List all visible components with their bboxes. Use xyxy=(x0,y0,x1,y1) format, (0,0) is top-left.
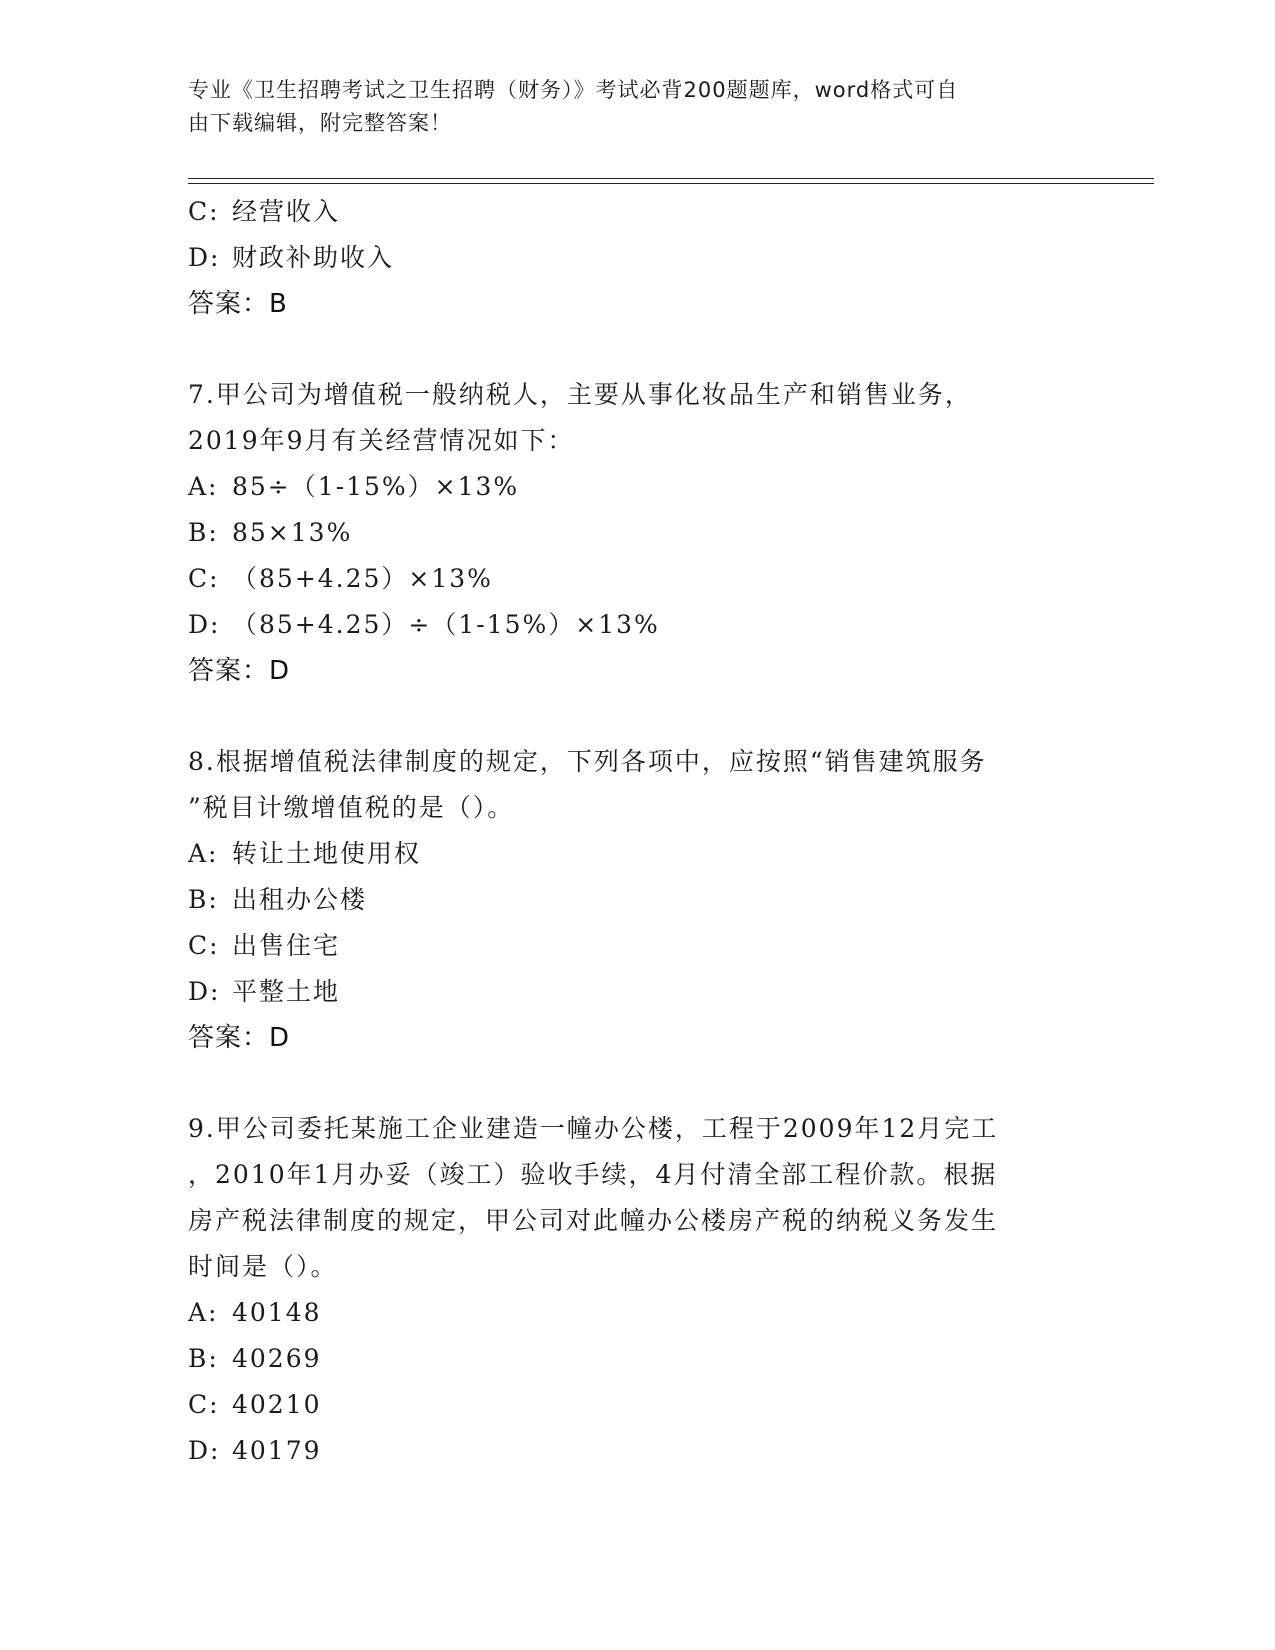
option-c xyxy=(188,1382,1068,1428)
option-d xyxy=(188,235,1068,281)
header-divider-bottom xyxy=(188,183,1154,184)
option-key: D: xyxy=(188,243,221,272)
option-text: 出售住宅 xyxy=(232,931,341,960)
option-b xyxy=(188,1336,1068,1382)
answer-line: 答案：D xyxy=(188,1023,291,1053)
option-a xyxy=(188,831,1068,877)
question-text xyxy=(188,1106,1068,1290)
option-d xyxy=(188,602,1068,648)
option-b xyxy=(188,877,1068,923)
question-7 xyxy=(188,372,1068,694)
option-text: 经营收入 xyxy=(232,197,341,226)
header-divider-top xyxy=(188,178,1154,179)
question-6-tail xyxy=(188,189,1068,327)
question-text-line: ，2010年1月办妥（竣工）验收手续，4月付清全部工程价款。根据 xyxy=(188,1160,998,1189)
document-body xyxy=(188,189,1068,1474)
question-text xyxy=(188,372,1068,464)
option-key: A: xyxy=(188,472,219,501)
option-text: （85+4.25）÷（1-15%）×13% xyxy=(232,610,660,639)
option-key: A: xyxy=(188,1298,219,1327)
option-b xyxy=(188,510,1068,556)
option-key: C: xyxy=(188,197,220,226)
question-text-line: 9.甲公司委托某施工企业建造一幢办公楼，工程于2009年12月完工 xyxy=(188,1114,999,1143)
option-text: 平整土地 xyxy=(232,977,341,1006)
document-header xyxy=(188,74,1068,140)
option-c xyxy=(188,189,1068,235)
question-8 xyxy=(188,739,1068,1061)
option-a xyxy=(188,1290,1068,1336)
answer-line: 答案：D xyxy=(188,656,291,686)
option-text: 40179 xyxy=(232,1436,322,1465)
option-key: B: xyxy=(188,1344,219,1373)
option-text: 出租办公楼 xyxy=(232,885,368,914)
option-text: 财政补助收入 xyxy=(232,243,395,272)
question-text xyxy=(188,739,1068,831)
header-line-2: 由下载编辑，附完整答案！ xyxy=(188,111,452,135)
question-9 xyxy=(188,1106,1068,1474)
option-text: （85+4.25）×13% xyxy=(232,564,493,593)
header-line-1: 专业《卫生招聘考试之卫生招聘（财务）》考试必背200题题库，word格式可自 xyxy=(188,78,959,102)
question-text-line: 2019年9月有关经营情况如下： xyxy=(188,426,575,455)
option-key: A: xyxy=(188,839,219,868)
spacer xyxy=(188,1061,1068,1106)
option-key: C: xyxy=(188,564,220,593)
spacer xyxy=(188,327,1068,372)
option-c xyxy=(188,923,1068,969)
question-text-line: 8.根据增值税法律制度的规定，下列各项中，应按照“销售建筑服务 xyxy=(188,747,987,776)
option-a xyxy=(188,464,1068,510)
option-key: B: xyxy=(188,885,219,914)
option-d xyxy=(188,969,1068,1015)
option-key: B: xyxy=(188,518,219,547)
question-text-line: 7.甲公司为增值税一般纳税人，主要从事化妆品生产和销售业务， xyxy=(188,380,972,409)
option-text: 85÷（1-15%）×13% xyxy=(232,472,520,501)
option-text: 转让土地使用权 xyxy=(232,839,422,868)
question-text-line: ”税目计缴增值税的是（）。 xyxy=(188,793,515,822)
option-text: 40210 xyxy=(232,1390,322,1419)
spacer xyxy=(188,694,1068,739)
option-text: 40148 xyxy=(232,1298,322,1327)
option-key: C: xyxy=(188,931,220,960)
option-key: D: xyxy=(188,610,221,639)
option-text: 40269 xyxy=(232,1344,322,1373)
answer-line: 答案：B xyxy=(188,289,288,319)
option-c xyxy=(188,556,1068,602)
question-text-line: 时间是（）。 xyxy=(188,1252,338,1281)
option-key: D: xyxy=(188,1436,221,1465)
option-key: D: xyxy=(188,977,221,1006)
option-d xyxy=(188,1428,1068,1474)
question-text-line: 房产税法律制度的规定，甲公司对此幢办公楼房产税的纳税义务发生 xyxy=(188,1206,999,1235)
option-text: 85×13% xyxy=(232,518,353,547)
option-key: C: xyxy=(188,1390,220,1419)
